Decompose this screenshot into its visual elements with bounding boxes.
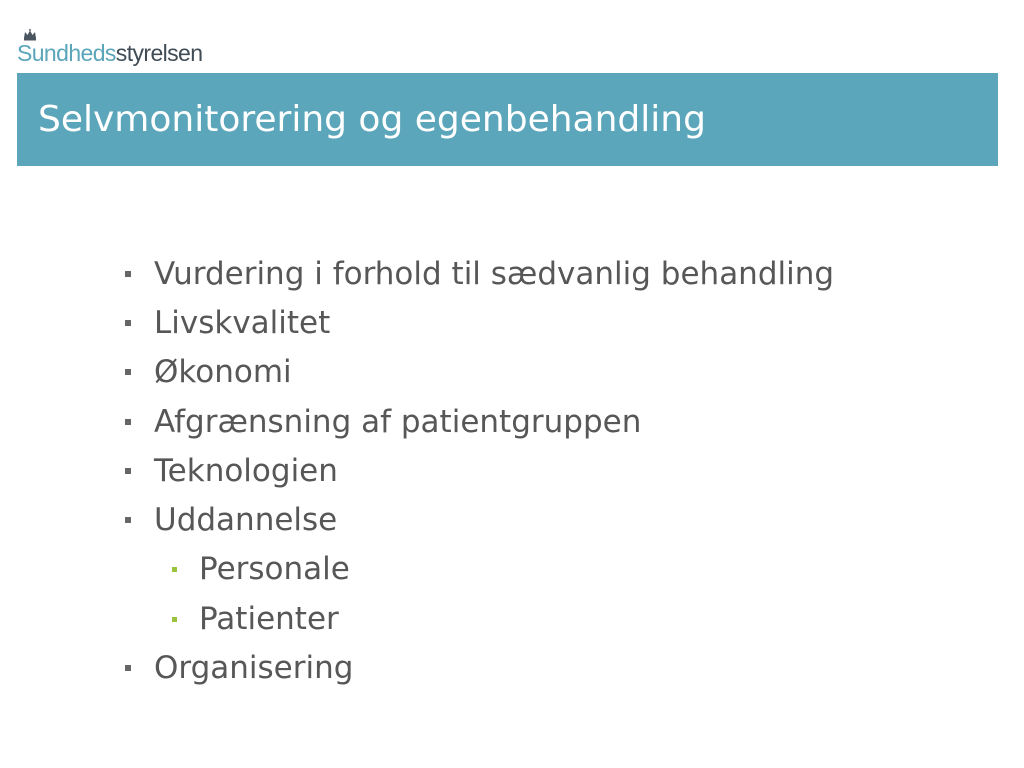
title-band: [17, 73, 998, 166]
logo-word-sundheds: Sundheds: [17, 40, 116, 66]
bullet-text: Afgrænsning af patientgruppen: [154, 403, 642, 440]
bullet-item: [0, 643, 834, 692]
bullet-item: [0, 249, 834, 298]
green-square-bullet-icon: [172, 567, 177, 572]
bullet-list: [0, 249, 834, 693]
bullet-text: Teknologien: [154, 452, 338, 489]
square-bullet-icon: [125, 271, 131, 277]
bullet-text: Organisering: [154, 650, 354, 687]
square-bullet-icon: [125, 665, 131, 671]
sub-bullet-text: Patienter: [199, 600, 339, 637]
bullet-text: Uddannelse: [154, 502, 338, 539]
slide-title: Selvmonitorering og egenbehandling: [38, 99, 706, 140]
bullet-text: Økonomi: [154, 354, 292, 391]
green-square-bullet-icon: [172, 617, 177, 622]
bullet-item: [0, 298, 834, 347]
square-bullet-icon: [125, 320, 131, 326]
sub-bullet-item: [0, 594, 834, 643]
square-bullet-icon: [125, 369, 131, 375]
square-bullet-icon: [125, 517, 131, 523]
bullet-text: Livskvalitet: [154, 304, 331, 341]
bullet-item: [0, 446, 834, 495]
sub-bullet-text: Personale: [199, 551, 350, 588]
square-bullet-icon: [125, 419, 131, 425]
sub-bullet-item: [0, 545, 834, 594]
crown-icon: [23, 29, 37, 41]
bullet-text: Vurdering i forhold til sædvanlig behandling: [154, 255, 835, 292]
logo-word-styrelsen: styrelsen: [115, 40, 203, 66]
sundhedsstyrelsen-logo: [17, 29, 202, 65]
bullet-item: [0, 397, 834, 446]
bullet-item: [0, 348, 834, 397]
bullet-item: [0, 495, 834, 544]
square-bullet-icon: [125, 468, 131, 474]
